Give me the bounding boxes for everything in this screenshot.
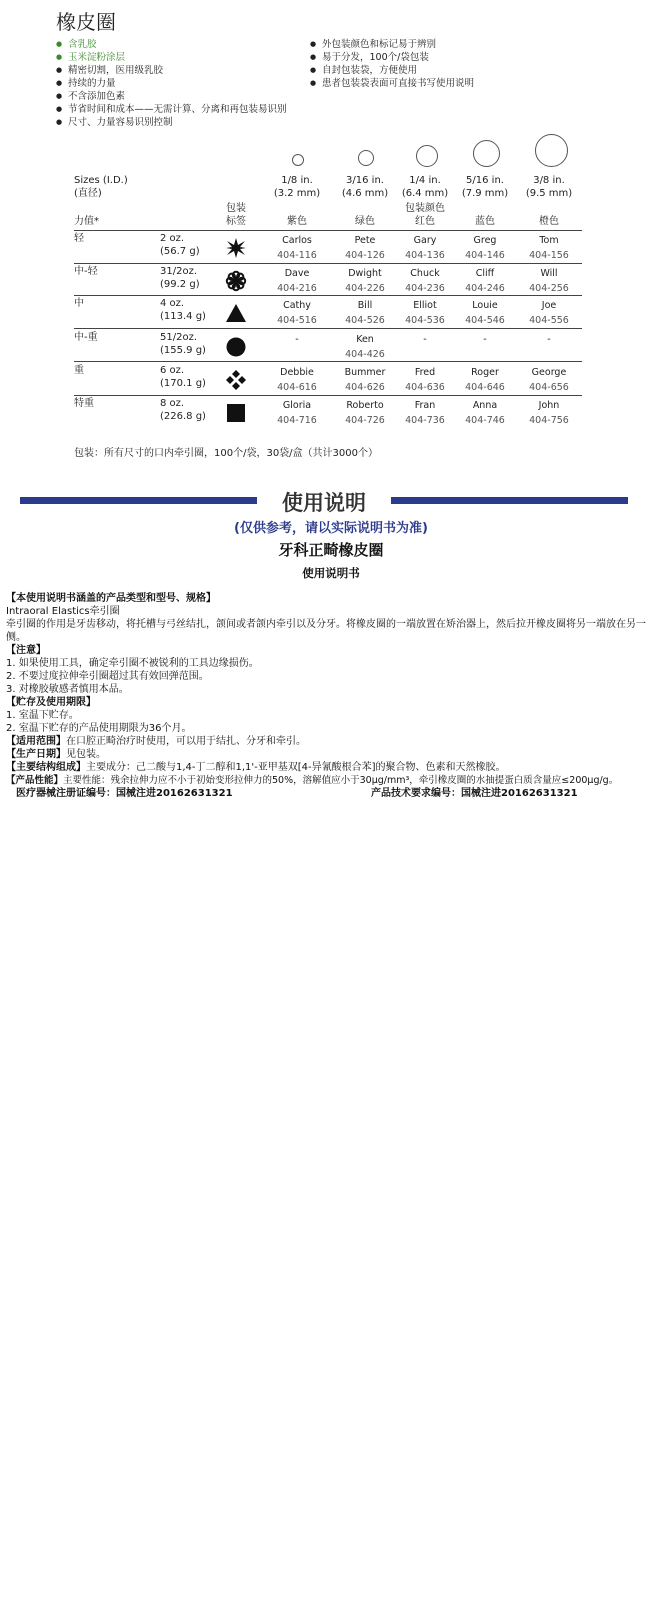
product-cell: [514, 365, 584, 395]
force-grams: (56.7 g): [160, 246, 200, 257]
product-code: 404-626: [345, 382, 385, 393]
features-left-list: [56, 38, 291, 129]
size-in: 5/16 in.: [466, 175, 504, 186]
performance-text: 主要性能：残余拉伸力应不小于初始变形拉伸力的50%，溶解值应小于30μg/mm³，牵引橡皮圈的水抽提蛋白质含量应≤200μg/g。: [63, 775, 619, 786]
product-code: 404-156: [529, 250, 569, 261]
performance-title: 【产品性能】: [6, 775, 64, 786]
feature-item: ● 患者包装袋表面可直接书写使用说明: [310, 77, 600, 90]
flower-icon: [225, 270, 247, 292]
size-mm: (7.9 mm): [461, 188, 509, 199]
product-name-label: Pete: [354, 235, 376, 246]
force-grams: (99.2 g): [160, 279, 200, 290]
storage-item: 1. 室温下贮存。: [6, 710, 79, 721]
feature-item: ● 尺寸、力量容易识别控制: [56, 116, 291, 129]
product-name-label: Cliff: [475, 268, 495, 279]
diamonds-icon: [225, 369, 247, 391]
product-cell: [262, 298, 332, 328]
product-code: 404-246: [465, 283, 505, 294]
scope-title: 【本使用说明书涵盖的产品类型和型号、规格】: [6, 593, 216, 604]
color-label: 绿色: [355, 216, 375, 227]
product-code: 404-136: [405, 250, 445, 261]
product-name-label: John: [538, 400, 560, 411]
product-code: 404-646: [465, 382, 505, 393]
product-code: 404-256: [529, 283, 569, 294]
pack-label: [222, 202, 250, 228]
force-weight: [160, 331, 206, 357]
color-label: 紫色: [287, 216, 307, 227]
product-cell: [262, 266, 332, 296]
product-cell: [450, 365, 520, 395]
product-cell: [450, 332, 520, 347]
instructions-body: [6, 592, 646, 800]
product-code: 404-426: [345, 349, 385, 360]
application-text: 在口腔正畸治疗时使用，可以用于结扎、分牙和牵引。: [66, 736, 306, 747]
production-line: [6, 748, 646, 761]
product-cell: [450, 398, 520, 428]
star-icon: [225, 237, 247, 259]
product-cell: [514, 298, 584, 328]
product-name-label: -: [547, 334, 551, 345]
product-name-label: Dave: [284, 268, 310, 279]
composition-title: 【主要结构组成】: [6, 762, 86, 773]
product-cell: [450, 298, 520, 328]
sizes-label-cn: (直径): [74, 188, 102, 199]
product-cell: [262, 233, 332, 263]
packaging-note: 包装：所有尺寸的口内牵引圈，100个/袋，30袋/盒（共计3000个）: [74, 448, 378, 459]
instructions-subheading: (仅供参考，请以实际说明书为准): [234, 521, 428, 536]
size-circle-5-16: [473, 140, 500, 167]
force-grams: (170.1 g): [160, 378, 206, 389]
tech-requirement-number: 产品技术要求编号：国械注进20162631321: [371, 788, 578, 799]
purpose-text: 牵引圈的作用是牙齿移动，将托槽与弓丝结扎，颌间或者颌内牵引以及分牙。将橡皮圈的一端放置在矫治器上，然后拉开橡皮圈将另一端放在另一侧。: [6, 619, 646, 643]
force-level: 中: [74, 298, 84, 309]
product-name-label: Bummer: [344, 367, 386, 378]
product-code: 404-736: [405, 415, 445, 426]
product-code: 404-526: [345, 315, 385, 326]
note-item: 2. 不要过度拉伸牵引圈超过其有效回弹范围。: [6, 671, 209, 682]
force-oz: 51/2oz.: [160, 332, 198, 343]
product-code: 404-226: [345, 283, 385, 294]
product-code: 404-126: [345, 250, 385, 261]
composition-line: [6, 761, 646, 774]
square-icon: [225, 402, 247, 424]
product-code: 404-536: [405, 315, 445, 326]
registration-number: 医疗器械注册证编号：国械注进20162631321: [16, 788, 233, 799]
table-row-divider: [74, 328, 582, 329]
product-name-label: Joe: [541, 300, 557, 311]
force-weight: [160, 297, 206, 323]
feature-item: ● 自封包装袋，方便使用: [310, 64, 600, 77]
size-circle-1-8: [292, 154, 304, 166]
force-weight: [160, 265, 200, 291]
product-code: 404-636: [405, 382, 445, 393]
features-right-list: [310, 38, 600, 90]
size-mm: (6.4 mm): [401, 188, 449, 199]
product-name-label: Debbie: [280, 367, 314, 378]
force-oz: 4 oz.: [160, 298, 185, 309]
pack-label-line: 标签: [226, 216, 246, 227]
doc-title: 使用说明书: [302, 566, 360, 580]
product-name-label: Anna: [472, 400, 498, 411]
force-level: 重: [74, 365, 84, 376]
force-weight: [160, 232, 200, 258]
product-name-label: Gary: [413, 235, 437, 246]
product-code: 404-216: [277, 283, 317, 294]
product-name-label: Carlos: [282, 235, 312, 246]
product-name-label: -: [483, 334, 487, 345]
product-name-label: Ken: [356, 334, 374, 345]
triangle-icon: [225, 302, 247, 324]
product-name-label: Tom: [539, 235, 559, 246]
product-name-label: Elliot: [413, 300, 437, 311]
product-name: 牙科正畸橡皮圈: [278, 541, 384, 559]
size-circle-3-8: [535, 134, 568, 167]
product-cell: [450, 266, 520, 296]
product-cell: [514, 266, 584, 296]
size-header: [262, 174, 332, 200]
product-name-label: Will: [540, 268, 558, 279]
force-level: 轻: [74, 233, 84, 244]
product-code: 404-726: [345, 415, 385, 426]
product-code: 404-236: [405, 283, 445, 294]
production-title: 【生产日期】: [6, 749, 66, 760]
color-label: 橙色: [539, 216, 559, 227]
page-title: 橡皮圈: [56, 10, 116, 34]
product-name-label: -: [423, 334, 427, 345]
feature-item: ● 精密切割，医用级乳胶: [56, 64, 291, 77]
size-in: 3/16 in.: [346, 175, 384, 186]
product-code: 404-516: [277, 315, 317, 326]
size-in: 1/8 in.: [281, 175, 313, 186]
size-mm: (4.6 mm): [341, 188, 389, 199]
pack-label-line: 包装: [226, 203, 246, 214]
feature-item: ● 持续的力量: [56, 77, 291, 90]
registration-line: [6, 787, 646, 800]
product-cell: [514, 332, 584, 347]
feature-item: ● 含乳胶: [56, 38, 291, 51]
product-code: 404-656: [529, 382, 569, 393]
force-weight: [160, 364, 206, 390]
product-code: 404-746: [465, 415, 505, 426]
product-name-label: Fran: [414, 400, 436, 411]
product-name-label: Roberto: [346, 400, 384, 411]
feature-item: ● 易于分发，100个/袋包装: [310, 51, 600, 64]
product-cell: [450, 233, 520, 263]
feature-item: ● 外包装颜色和标记易于辨别: [310, 38, 600, 51]
size-in: 3/8 in.: [533, 175, 565, 186]
size-circle-1-4: [416, 145, 438, 167]
force-oz: 2 oz.: [160, 233, 185, 244]
product-cell: [262, 332, 332, 347]
scope-text: Intraoral Elastics牵引圈: [6, 606, 120, 617]
product-name-label: Cathy: [283, 300, 311, 311]
color-group-label: 包装颜色: [405, 203, 445, 214]
product-cell: [262, 398, 332, 428]
force-grams: (113.4 g): [160, 311, 206, 322]
product-name-label: Roger: [471, 367, 499, 378]
product-name-label: Chuck: [410, 268, 440, 279]
force-oz: 6 oz.: [160, 365, 185, 376]
feature-item: ● 节省时间和成本——无需计算、分离和再包装易识别: [56, 103, 291, 116]
performance-line: [6, 774, 646, 787]
force-weight: [160, 397, 206, 423]
size-mm: (3.2 mm): [273, 188, 321, 199]
force-label: 力值*: [74, 216, 99, 227]
force-level: 中-重: [74, 332, 98, 343]
product-code: 404-556: [529, 315, 569, 326]
size-in: 1/4 in.: [409, 175, 441, 186]
storage-title: 【贮存及使用期限】: [6, 697, 96, 708]
force-oz: 31/2oz.: [160, 266, 198, 277]
table-row-divider: [74, 395, 582, 396]
instructions-heading: 使用说明: [282, 491, 366, 515]
feature-item: ● 玉米淀粉涂层: [56, 51, 291, 64]
application-title: 【适用范围】: [6, 736, 66, 747]
product-cell: [262, 365, 332, 395]
product-code: 404-616: [277, 382, 317, 393]
product-cell: [514, 233, 584, 263]
product-code: 404-756: [529, 415, 569, 426]
notes-title: 【注意】: [6, 645, 46, 656]
product-name-label: Gloria: [282, 400, 312, 411]
product-name-label: -: [295, 334, 299, 345]
product-name-label: Greg: [473, 235, 497, 246]
size-mm: (9.5 mm): [525, 188, 573, 199]
feature-item: ● 不含添加色素: [56, 90, 291, 103]
product-code: 404-716: [277, 415, 317, 426]
product-code: 404-116: [277, 250, 317, 261]
circle-icon: [225, 336, 247, 358]
product-name-label: Dwight: [348, 268, 382, 279]
color-label: 红色: [415, 216, 435, 227]
heading-bar-right: [391, 497, 628, 504]
heading-bar-left: [20, 497, 257, 504]
product-code: 404-146: [465, 250, 505, 261]
product-name-label: Bill: [357, 300, 373, 311]
note-item: 3. 对橡胶敏感者慎用本品。: [6, 684, 129, 695]
force-level: 特重: [74, 398, 94, 409]
table-row-divider: [74, 263, 582, 264]
note-item: 1. 如果使用工具，确定牵引圈不被锐利的工具边缘损伤。: [6, 658, 259, 669]
color-label: 蓝色: [475, 216, 495, 227]
force-level: 中-轻: [74, 266, 98, 277]
table-row-divider: [74, 361, 582, 362]
force-grams: (226.8 g): [160, 411, 206, 422]
force-oz: 8 oz.: [160, 398, 185, 409]
product-cell: [514, 398, 584, 428]
product-code: 404-546: [465, 315, 505, 326]
force-grams: (155.9 g): [160, 345, 206, 356]
composition-text: 主要成分：己二酸与1,4-丁二醇和1,1'-亚甲基双[4-异氰酸根合苯]的聚合物、色素和天然橡胶。: [86, 762, 506, 773]
sizes-label: Sizes (I.D.): [74, 175, 128, 186]
production-text: 见包装。: [66, 749, 106, 760]
product-name-label: Louie: [472, 300, 498, 311]
product-name-label: George: [531, 367, 567, 378]
product-name-label: Fred: [414, 367, 436, 378]
size-circle-3-16: [358, 150, 374, 166]
table-row-divider: [74, 230, 582, 231]
storage-item: 2. 室温下贮存的产品使用期限为36个月。: [6, 723, 192, 734]
size-header: [514, 174, 584, 200]
size-header: [450, 174, 520, 200]
application-line: [6, 735, 646, 748]
